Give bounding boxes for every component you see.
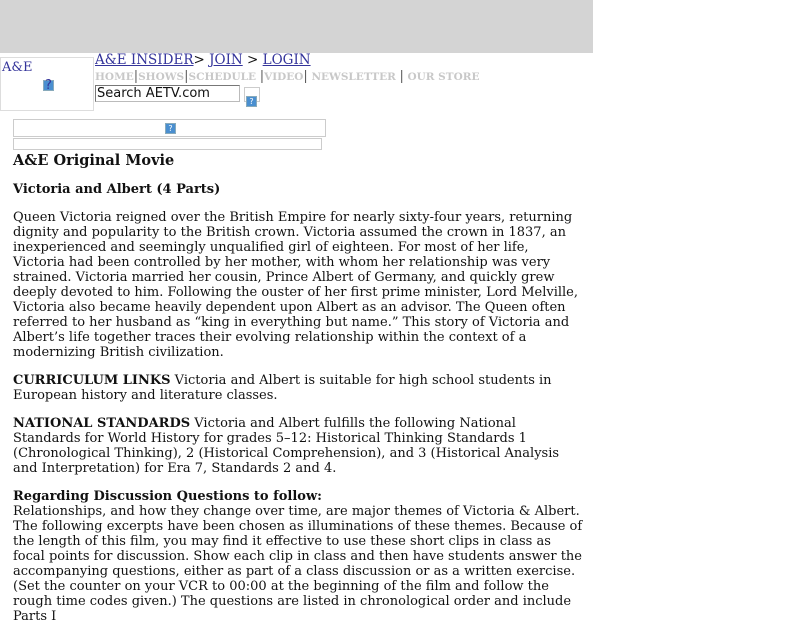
top-banner-area xyxy=(0,0,593,53)
intro-paragraph: Queen Victoria reigned over the British Empire for nearly sixty-four years, returning dignity and popularity to the British crown. Victoria assumed the crown in 1837, an inexperienced and seemingly unqualified girl of eighteen. For most of her life, Victoria had been controlled by her mother, with whom her relationship was very strained. Victoria married her cousin, Prince Albert of Germany, and quickly grew deeply devoted to him. Following the ouster of her first prime minister, Lord Melville, Victoria also became heavily dependent upon Albert as an advisor. The Queen often referred to her husband as “king in everything but name.” This story of Victoria and Albert’s life together traces their evolving relationship within the context of a modernizing British civilization. xyxy=(13,210,579,360)
broken-image-icon: ? xyxy=(43,80,54,91)
logo-alt-text: A&E xyxy=(2,60,33,75)
article-title: Victoria and Albert (4 Parts) xyxy=(13,182,221,197)
curriculum-label: CURRICULUM LINKS xyxy=(13,373,171,388)
separator: > xyxy=(247,52,259,68)
ad-banner[interactable] xyxy=(13,119,326,137)
ad-banner-secondary xyxy=(13,138,322,150)
search-button[interactable] xyxy=(244,87,260,106)
standards-text: Victoria and Albert fulfills the following National Standards for World History for grades 5–12: Historical Thinking Standards 1 (Chronological Thinking), 2 (Historical Comprehension), and 3 (Historical Analysis and Interpretation) for Era 7, Standards 2 and 4. xyxy=(13,416,560,476)
discussion-paragraph xyxy=(13,489,583,624)
broken-image-icon: ? xyxy=(165,123,176,134)
main-nav: HOME|SHOWS|SCHEDULE |VIDEO| NEWSLETTER | OUR STORE xyxy=(95,69,480,84)
nav-schedule[interactable]: SCHEDULE xyxy=(188,71,257,83)
account-links xyxy=(95,52,311,68)
discussion-text: Relationships, and how they change over time, are major themes of Victoria & Albert. The following excerpts have been chosen as illuminations of these themes. Because of the length of this film, you may find it effective to use these short clips in class as focal points for discussion. Show each clip in class and then have students answer the accompanying questions, either as part of a class discussion or as a written exercise. (Set the counter on your VCR to 00:00 at the beginning of the film and follow the rough time codes given.) The questions are listed in chronological order and include Parts I xyxy=(13,504,583,624)
discussion-heading: Regarding Discussion Questions to follow: xyxy=(13,489,322,504)
broken-image-icon: ? xyxy=(246,96,257,107)
separator: > xyxy=(193,52,205,68)
article xyxy=(13,153,583,637)
curriculum-text: Victoria and Albert is suitable for high school students in European history and literature classes. xyxy=(13,373,552,403)
standards-paragraph xyxy=(13,416,583,476)
ae-logo[interactable] xyxy=(0,57,94,111)
curriculum-paragraph xyxy=(13,373,583,403)
nav-our-store[interactable]: OUR STORE xyxy=(407,71,480,83)
standards-label: NATIONAL STANDARDS xyxy=(13,416,191,431)
join-link[interactable]: JOIN xyxy=(209,52,243,68)
ae-insider-link[interactable]: A&E INSIDER xyxy=(95,52,194,68)
nav-home[interactable]: HOME xyxy=(95,71,134,83)
nav-shows[interactable]: SHOWS xyxy=(138,71,185,83)
nav-newsletter[interactable]: NEWSLETTER xyxy=(311,71,396,83)
section-title: A&E Original Movie xyxy=(13,152,175,169)
nav-video[interactable]: VIDEO xyxy=(264,71,304,83)
search-input[interactable]: Search AETV.com xyxy=(95,85,240,102)
login-link[interactable]: LOGIN xyxy=(262,52,311,68)
